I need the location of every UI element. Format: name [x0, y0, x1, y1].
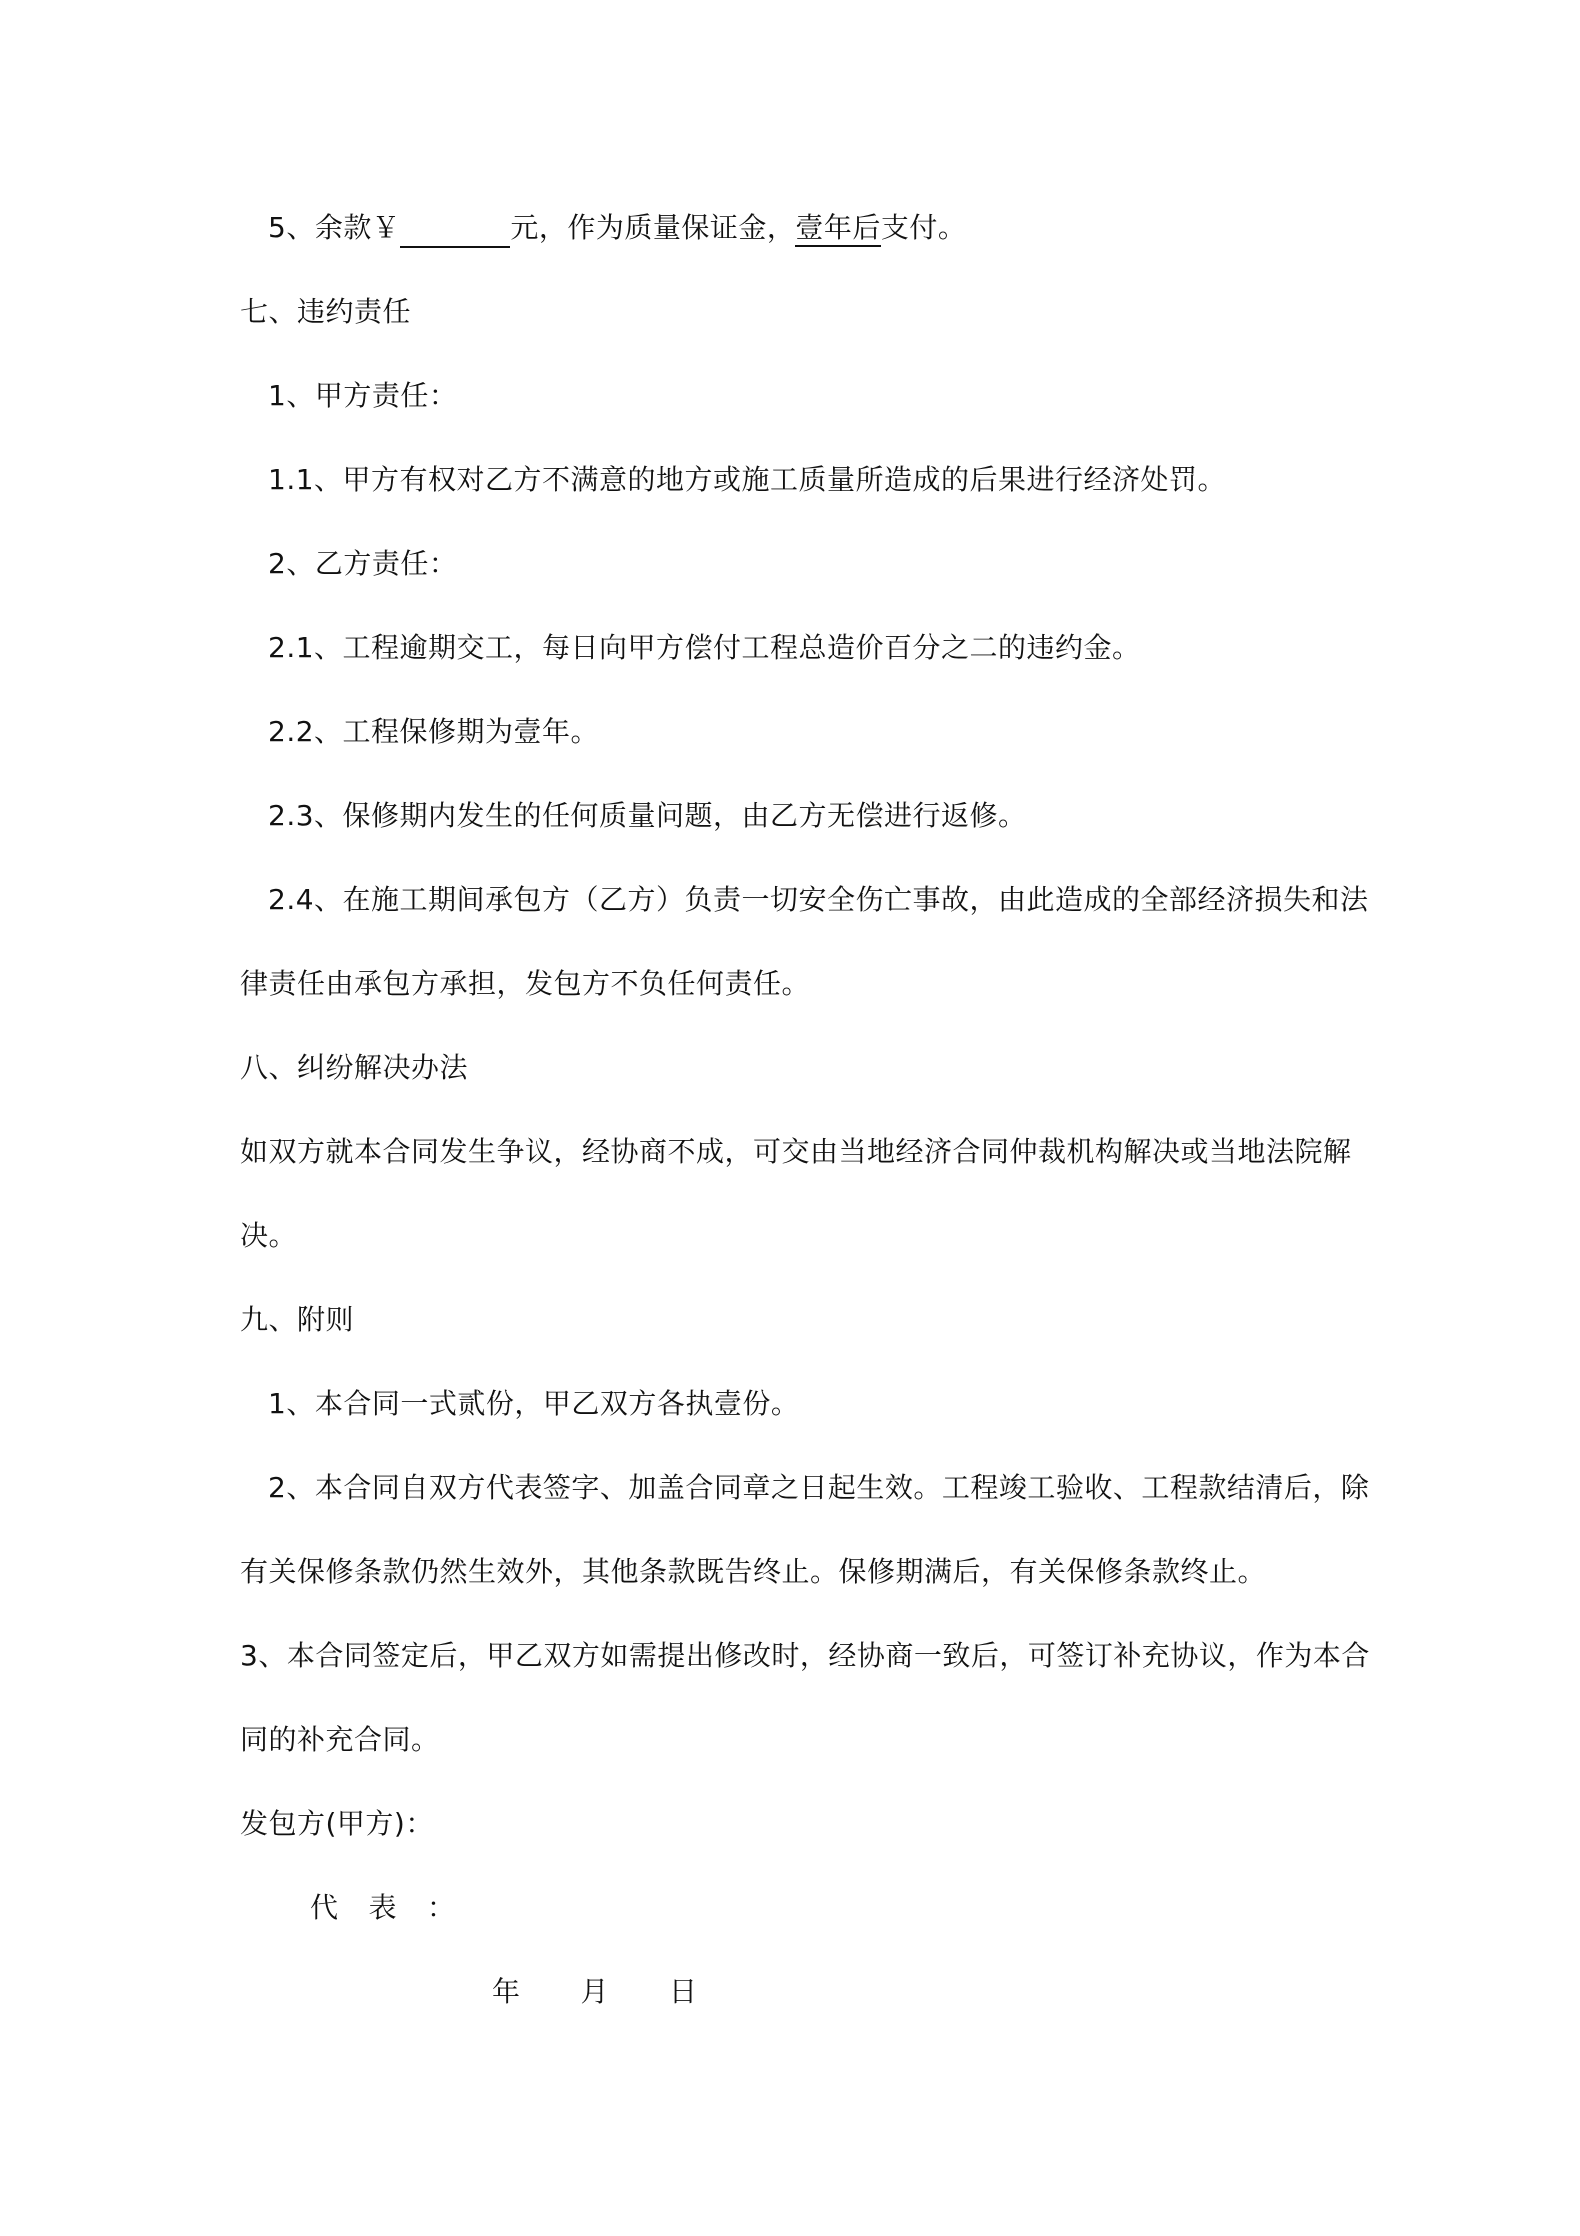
balance-prefix: 5、余款￥ [268, 211, 401, 244]
section-8-paragraph-line1: 如双方就本合同发生争议，经协商不成，可交由当地经济合同仲裁机构解决或当地法院解 [240, 1135, 1352, 1168]
clause-9-3-line1: 3、本合同签定后，甲乙双方如需提出修改时，经协商一致后，可签订补充协议，作为本合 [240, 1639, 1370, 1672]
clause-7-1: 1、甲方责任： [268, 379, 458, 412]
section-8-title: 八、纠纷解决办法 [240, 1051, 469, 1084]
date-day-label: 日 [669, 1975, 698, 2008]
clause-9-1: 1、本合同一式贰份，甲乙双方各执壹份。 [268, 1387, 800, 1420]
representative-colon: ： [427, 1891, 456, 1924]
balance-middle: 元，作为质量保证金， [510, 211, 796, 244]
warranty-period-underlined: 壹年后 [795, 211, 881, 247]
representative-char-2: 表 [368, 1891, 398, 1924]
date-year-label: 年 [492, 1975, 521, 2008]
balance-payment-line [268, 208, 966, 248]
section-7-title: 七、违约责任 [240, 295, 412, 328]
party-a-label: 发包方(甲方)： [240, 1807, 434, 1840]
clause-9-2-line1: 2、本合同自双方代表签字、加盖合同章之日起生效。工程竣工验收、工程款结清后，除 [268, 1471, 1370, 1504]
date-month-label: 月 [580, 1975, 610, 2008]
clause-9-2-line2: 有关保修条款仍然生效外，其他条款既告终止。保修期满后，有关保修条款终止。 [240, 1555, 1267, 1588]
section-8-paragraph-line2: 决。 [240, 1219, 298, 1252]
balance-suffix: 支付。 [880, 211, 967, 244]
clause-7-2-4-line1: 2.4、在施工期间承包方（乙方）负责一切安全伤亡事故，由此造成的全部经济损失和法 [268, 883, 1369, 916]
clause-9-3-line2: 同的补充合同。 [240, 1723, 440, 1756]
clause-7-2-2: 2.2、工程保修期为壹年。 [268, 715, 600, 748]
representative-label [310, 1888, 456, 1928]
representative-char-1: 代 [310, 1891, 339, 1924]
section-9-title: 九、附则 [240, 1303, 355, 1336]
clause-7-1-1: 1.1、甲方有权对乙方不满意的地方或施工质量所造成的后果进行经济处罚。 [268, 463, 1227, 496]
signing-date [492, 1972, 698, 2012]
clause-7-2: 2、乙方责任： [268, 547, 458, 580]
amount-blank [400, 216, 510, 248]
clause-7-2-4-line2: 律责任由承包方承担，发包方不负任何责任。 [240, 967, 811, 1000]
clause-7-2-1: 2.1、工程逾期交工，每日向甲方偿付工程总造价百分之二的违约金。 [268, 631, 1141, 664]
clause-7-2-3: 2.3、保修期内发生的任何质量问题，由乙方无偿进行返修。 [268, 799, 1027, 832]
